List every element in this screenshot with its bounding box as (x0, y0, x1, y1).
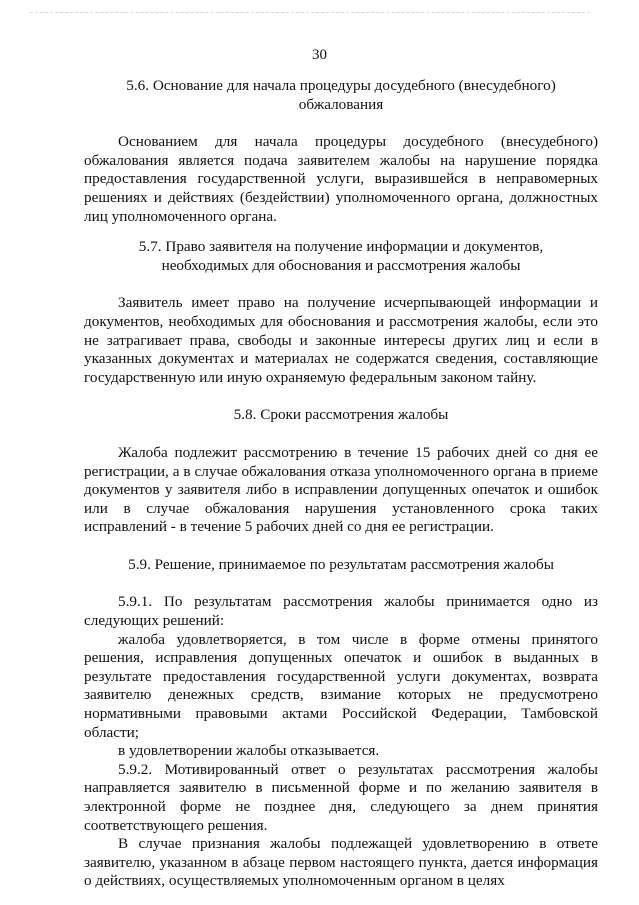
document-body (84, 77, 598, 891)
paragraph: Основанием для начала процедуры досудебного (внесудебного) обжалования является подача заявителем жалобы на нарушение порядка предоставления государственной услуги, выразившейся в неправомерных решениях и действиях (бездействии) уполномоченного органа, должностных лиц уполномоченного органа. (84, 133, 598, 225)
paragraph: В случае признания жалобы подлежащей удовлетворению в ответе заявителю, указанном в абзаце первом настоящего пункта, дается информация о действиях, осуществляемых уполномоченным органом в целях (84, 835, 598, 890)
section-5-8 (84, 406, 598, 537)
section-5-9 (84, 556, 598, 891)
section-heading: 5.7. Право заявителя на получение информации и документов, необходимых для обоснования и рассмотрения жалобы (138, 238, 544, 274)
paragraph: 5.9.2. Мотивированный ответ о результатах рассмотрения жалобы направляется заявителю в письменной форме и по желанию заявителя в электронной форме не позднее дня, следующего за днем принятия соответствующего решения. (84, 760, 598, 834)
scan-edge-line (30, 12, 590, 14)
section-5-7 (84, 238, 598, 387)
section-heading: 5.9. Решение, принимаемое по результатам рассмотрения жалобы (128, 555, 554, 573)
paragraph: в удовлетворении жалобы отказывается. (118, 742, 380, 760)
page-number: 30 (312, 47, 327, 63)
paragraph: Жалоба подлежит рассмотрению в течение 15 рабочих дней со дня ее регистрации, а в случае обжалования отказа уполномоченного органа в приеме документов у заявителя либо в исправлении допущенных опечаток и ошибок или в случае обжалования нарушения установленного срока таких исправлений - в течение 5 рабочих дней со дня ее регистрации. (84, 443, 598, 536)
section-5-6 (84, 77, 598, 226)
paragraph: 5.9.1. По результатам рассмотрения жалобы принимается одно из следующих решений: (84, 593, 598, 630)
paragraph: Заявитель имеет право на получение исчерпывающей информации и документов, необходимых для обоснования и рассмотрения жалобы, если это не затрагивает права, свободы и законные интересы других лиц и если в указанных документах и материалах не содержатся сведения, составляющие государственную или иную охраняемую федеральным законом тайну. (84, 294, 598, 386)
section-heading: 5.8. Сроки рассмотрения жалобы (233, 406, 449, 424)
section-heading: 5.6. Основание для начала процедуры досудебного (внесудебного) обжалования (126, 77, 556, 113)
paragraph: жалоба удовлетворяется, в том числе в форме отмены принятого решения, исправления допущенных опечаток и ошибок в выданных в результате предоставления государственной услуги документах, возврата заявителю денежных средств, взимание которых не предусмотрено нормативными правовыми актами Российской Федерации, Тамбовской области; (84, 630, 598, 741)
